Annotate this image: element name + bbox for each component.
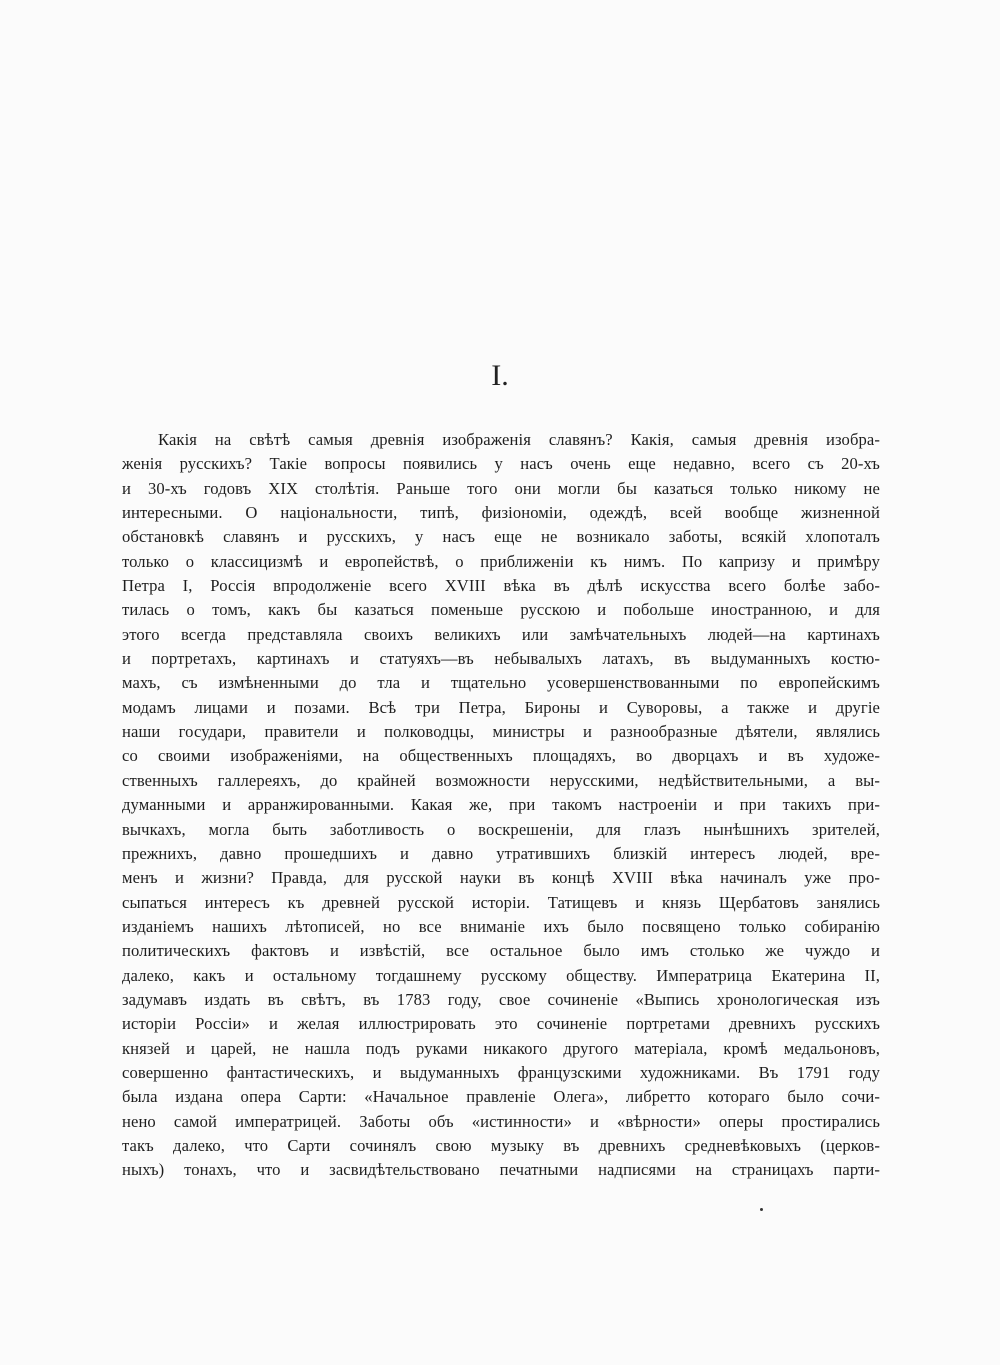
text-line: прежнихъ, давно прошедшихъ и давно утратившихъ близкій интересъ людей, вре- xyxy=(122,843,880,863)
text-line: князей и царей, не нашла подъ руками никакого другого матеріала, кромѣ медальоновъ, xyxy=(122,1038,880,1058)
text-line: думанными и арранжированными. Какая же, при такомъ настроеніи и при такихъ при- xyxy=(122,795,880,815)
text-line: совершенно фантастическихъ, и выдуманныхъ французскими художниками. Въ 1791 году xyxy=(122,1062,880,1082)
body-paragraph xyxy=(122,428,880,1183)
text-line: только о классицизмѣ и европействѣ, о приближеніи къ нимъ. По капризу и примѣру xyxy=(122,551,880,571)
text-line: интересными. О національности, типѣ, физіономіи, одеждѣ, всей вообще жизненной xyxy=(122,503,880,523)
text-line: изданіемъ нашихъ лѣтописей, но все вниманіе ихъ было посвящено только собиранію xyxy=(122,916,880,936)
text-line: махъ, съ измѣненными до тла и тщательно усовершенствованными по европейскимъ xyxy=(122,673,880,693)
text-line: наши государи, правители и полководцы, министры и разнообразные дѣятели, являлись xyxy=(122,722,880,742)
print-speck xyxy=(760,1208,763,1211)
text-line: такъ далеко, что Сарти сочинялъ свою музыку въ древнихъ средневѣковыхъ (церков- xyxy=(122,1135,880,1155)
text-line: вычкахъ, могла быть заботливость о воскрешеніи, для глазъ нынѣшнихъ зрителей, xyxy=(122,819,880,839)
chapter-heading: I. xyxy=(491,359,509,392)
text-line: Какія на свѣтѣ самыя древнія изображенія славянъ? Какія, самыя древнія изобра- xyxy=(158,430,880,449)
text-line: нено самой императрицей. Заботы объ «истинности» и «вѣрности» оперы простирались xyxy=(122,1111,880,1131)
text-line: со своими изображеніями, на общественныхъ площадяхъ, во дворцахъ и въ художе- xyxy=(122,746,880,766)
text-line: женія русскихъ? Такіе вопросы появились у насъ очень еще недавно, всего съ 20-хъ xyxy=(122,454,880,474)
text-line: задумавъ издать въ свѣтъ, въ 1783 году, свое сочиненіе «Выпись хронологическая изъ xyxy=(122,989,880,1009)
text-line: далеко, какъ и остальному тогдашнему русскому обществу. Императрица Екатерина II, xyxy=(122,965,880,985)
text-line: была издана опера Сарти: «Начальное правленіе Олега», либретто котораго было сочи- xyxy=(122,1087,880,1107)
text-line: политическихъ фактовъ и извѣстій, все остальное было имъ столько же чуждо и xyxy=(122,941,880,961)
text-line: Петра I, Россія впродолженіе всего XVIII вѣка въ дѣлѣ искусства всего болѣе забо- xyxy=(122,576,880,596)
text-line: менъ и жизни? Правда, для русской науки въ концѣ XVIII вѣка начиналъ уже про- xyxy=(122,868,880,888)
text-line: и портретахъ, картинахъ и статуяхъ—въ небывалыхъ латахъ, въ выдуманныхъ костю- xyxy=(122,649,880,669)
text-line: этого всегда представляла своихъ великихъ или замѣчательныхъ людей—на картинахъ xyxy=(122,624,880,644)
text-line: модамъ лицами и позами. Всѣ три Петра, Бироны и Суворовы, а также и другіе xyxy=(122,697,880,717)
text-line: исторіи Россіи» и желая иллюстрировать это сочиненіе портретами древнихъ русскихъ xyxy=(122,1014,880,1034)
text-line: сыпаться интересъ къ древней русской исторіи. Татищевъ и князь Щербатовъ занялись xyxy=(122,892,880,912)
text-line: тилась о томъ, какъ бы казаться поменьше русскою и побольше иностранною, и для xyxy=(122,600,880,620)
text-line: ныхъ) тонахъ, что и засвидѣтельствовано печатными надписями на страницахъ парти- xyxy=(122,1160,880,1180)
text-line: ственныхъ галлереяхъ, до крайней возможности нерусскими, недѣйствительными, а вы- xyxy=(122,770,880,790)
text-line: обстановкѣ славянъ и русскихъ, у насъ еще не возникало заботы, всякій хлопоталъ xyxy=(122,527,880,547)
text-line: и 30-хъ годовъ XIX столѣтія. Раньше того они могли бы казаться только никому не xyxy=(122,478,880,498)
